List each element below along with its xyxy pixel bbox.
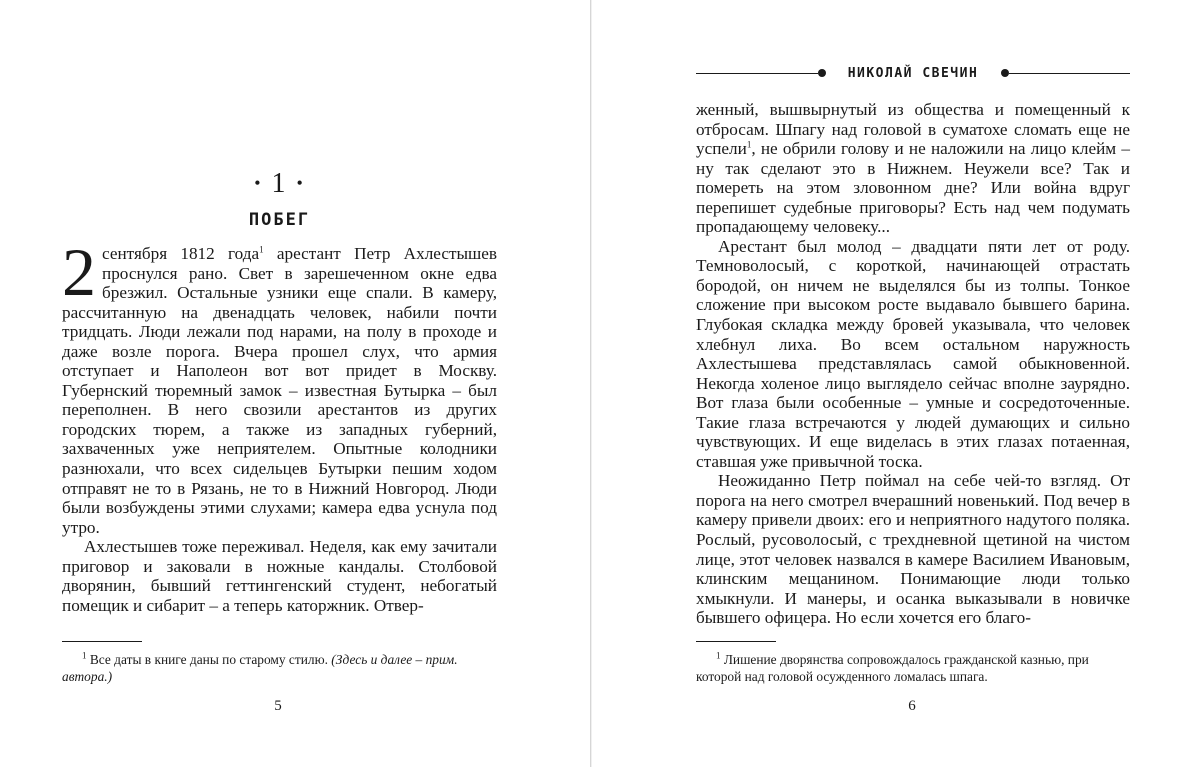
footnote-mark: 1 — [716, 650, 721, 661]
left-body-text — [62, 234, 497, 615]
chapter-title: ПОБЕГ — [248, 210, 311, 230]
running-head-author: НИКОЛАЙ СВЕЧИН — [847, 66, 979, 81]
bullet-right-icon: • — [296, 173, 305, 194]
running-head-dot-right-icon — [1001, 69, 1009, 77]
footnote-text: Лишение дворянства сопровождалось гражданской казнью, при которой над головой осужденного ломалась шпага. — [696, 652, 1089, 684]
continued-paragraph-rest: , не обрили голову и не наложили на лицо клейм – ну так сделают это в Нижнем. Неужели все? Так и помереть на этом зловонном дне? Или война вдруг перепишет судебные приговоры? Есть над чем подумать пропадающему человеку... — [696, 139, 1130, 237]
page-number: 6 — [908, 698, 916, 714]
chapter-number — [62, 168, 497, 200]
bullet-left-icon: • — [254, 173, 263, 194]
footnote-mark: 1 — [82, 650, 87, 661]
right-body-text — [696, 100, 1130, 628]
footnote-italic-text: (Здесь и далее – прим. автора.) — [62, 652, 458, 684]
page-number: 5 — [274, 698, 282, 714]
continued-paragraph-start: женный, вышвырнутый из общества и помещенный к отбросам. Шпагу над головой в суматохе сломать еще не успели — [696, 100, 1130, 159]
footnote-ref: 1 — [746, 139, 752, 150]
footnote-rule — [62, 641, 142, 642]
drop-cap: 2 — [62, 234, 96, 310]
opening-paragraph-rest: арестант Петр Ахлестышев проснулся рано. Свет в зарешеченном окне едва брезжил. Остальные узники еще спали. В камеру, рассчитанную на двенадцать человек, набили почти тридцать. Люди лежали под нарами, на полу в проходе и даже возле порога. Вчера прошел слух, что армия отступает и Наполеон вот вот придет в Москву. Губернский тюремный замок – известная Бутырка – был переполнен. В него свозили арестантов из других городских тюрем, а также из западных губерний, захваченных уже неприятелем. Опытные колодники разнюхали, что всех сидельцев Бутырки пешим ходом отправят не то в Рязань, не то в Нижний Новгород. Люди были возбуждены этими слухами; камера едва уснула под утро. — [62, 244, 497, 537]
footnote — [62, 651, 497, 685]
paragraph: Неожиданно Петр поймал на себе чей-то взгляд. От порога на него смотрел вчерашний новенький. Под вечер в камеру привели двоих: его и неприятного надутого поляка. Рослый, русоволосый, с трехдневной щетиной на чистом лице, этот человек назвался в камере Василием Ивановым, клинским мещанином. Понимающие люди только хмыкнули. И манеры, и осанка выказывали в новичке бывшего офицера. Но если хочется его благо- — [696, 471, 1130, 628]
paragraph: Ахлестышев тоже переживал. Неделя, как ему зачитали приговор и заковали в ножные кандалы. Столбовой дворянин, бывший геттингенский студент, небогатый помещик и сибарит – а теперь каторжник. Отвер- — [62, 537, 497, 615]
opening-paragraph — [62, 234, 497, 537]
footnote-text: Все даты в книге даны по старому стилю. — [86, 652, 332, 667]
footnote — [696, 651, 1130, 685]
continued-paragraph — [696, 100, 1130, 237]
footnote-ref: 1 — [259, 244, 264, 255]
running-head — [696, 66, 1130, 82]
opening-paragraph-start: сентября 1812 года — [102, 244, 260, 263]
running-head-rule-right — [1009, 73, 1130, 74]
footnote-rule — [696, 641, 776, 642]
paragraph: Арестант был молод – двадцати пяти лет от роду. Темноволосый, с короткой, начинающей отрастать бородой, он ничем не выделялся бы из толпы. Тонкое сложение при высоком росте выдавало бывшего барина. Глубокая складка между бровей указывала, что человек хлебнул лиха. Во всем остальном наружность Ахлестышева представлялась самой обыкновенной. Некогда холеное лицо выглядело сейчас вполне заурядно. Вот глаза были особенные – умные и сосредоточенные. Такие глаза встречаются у людей думающих и сильно чувствующих. И еще виделась в этих глазах потаенная, ставшая уже привычной тоска. — [696, 236, 1130, 471]
chapter-number-value: 1 — [271, 168, 288, 199]
